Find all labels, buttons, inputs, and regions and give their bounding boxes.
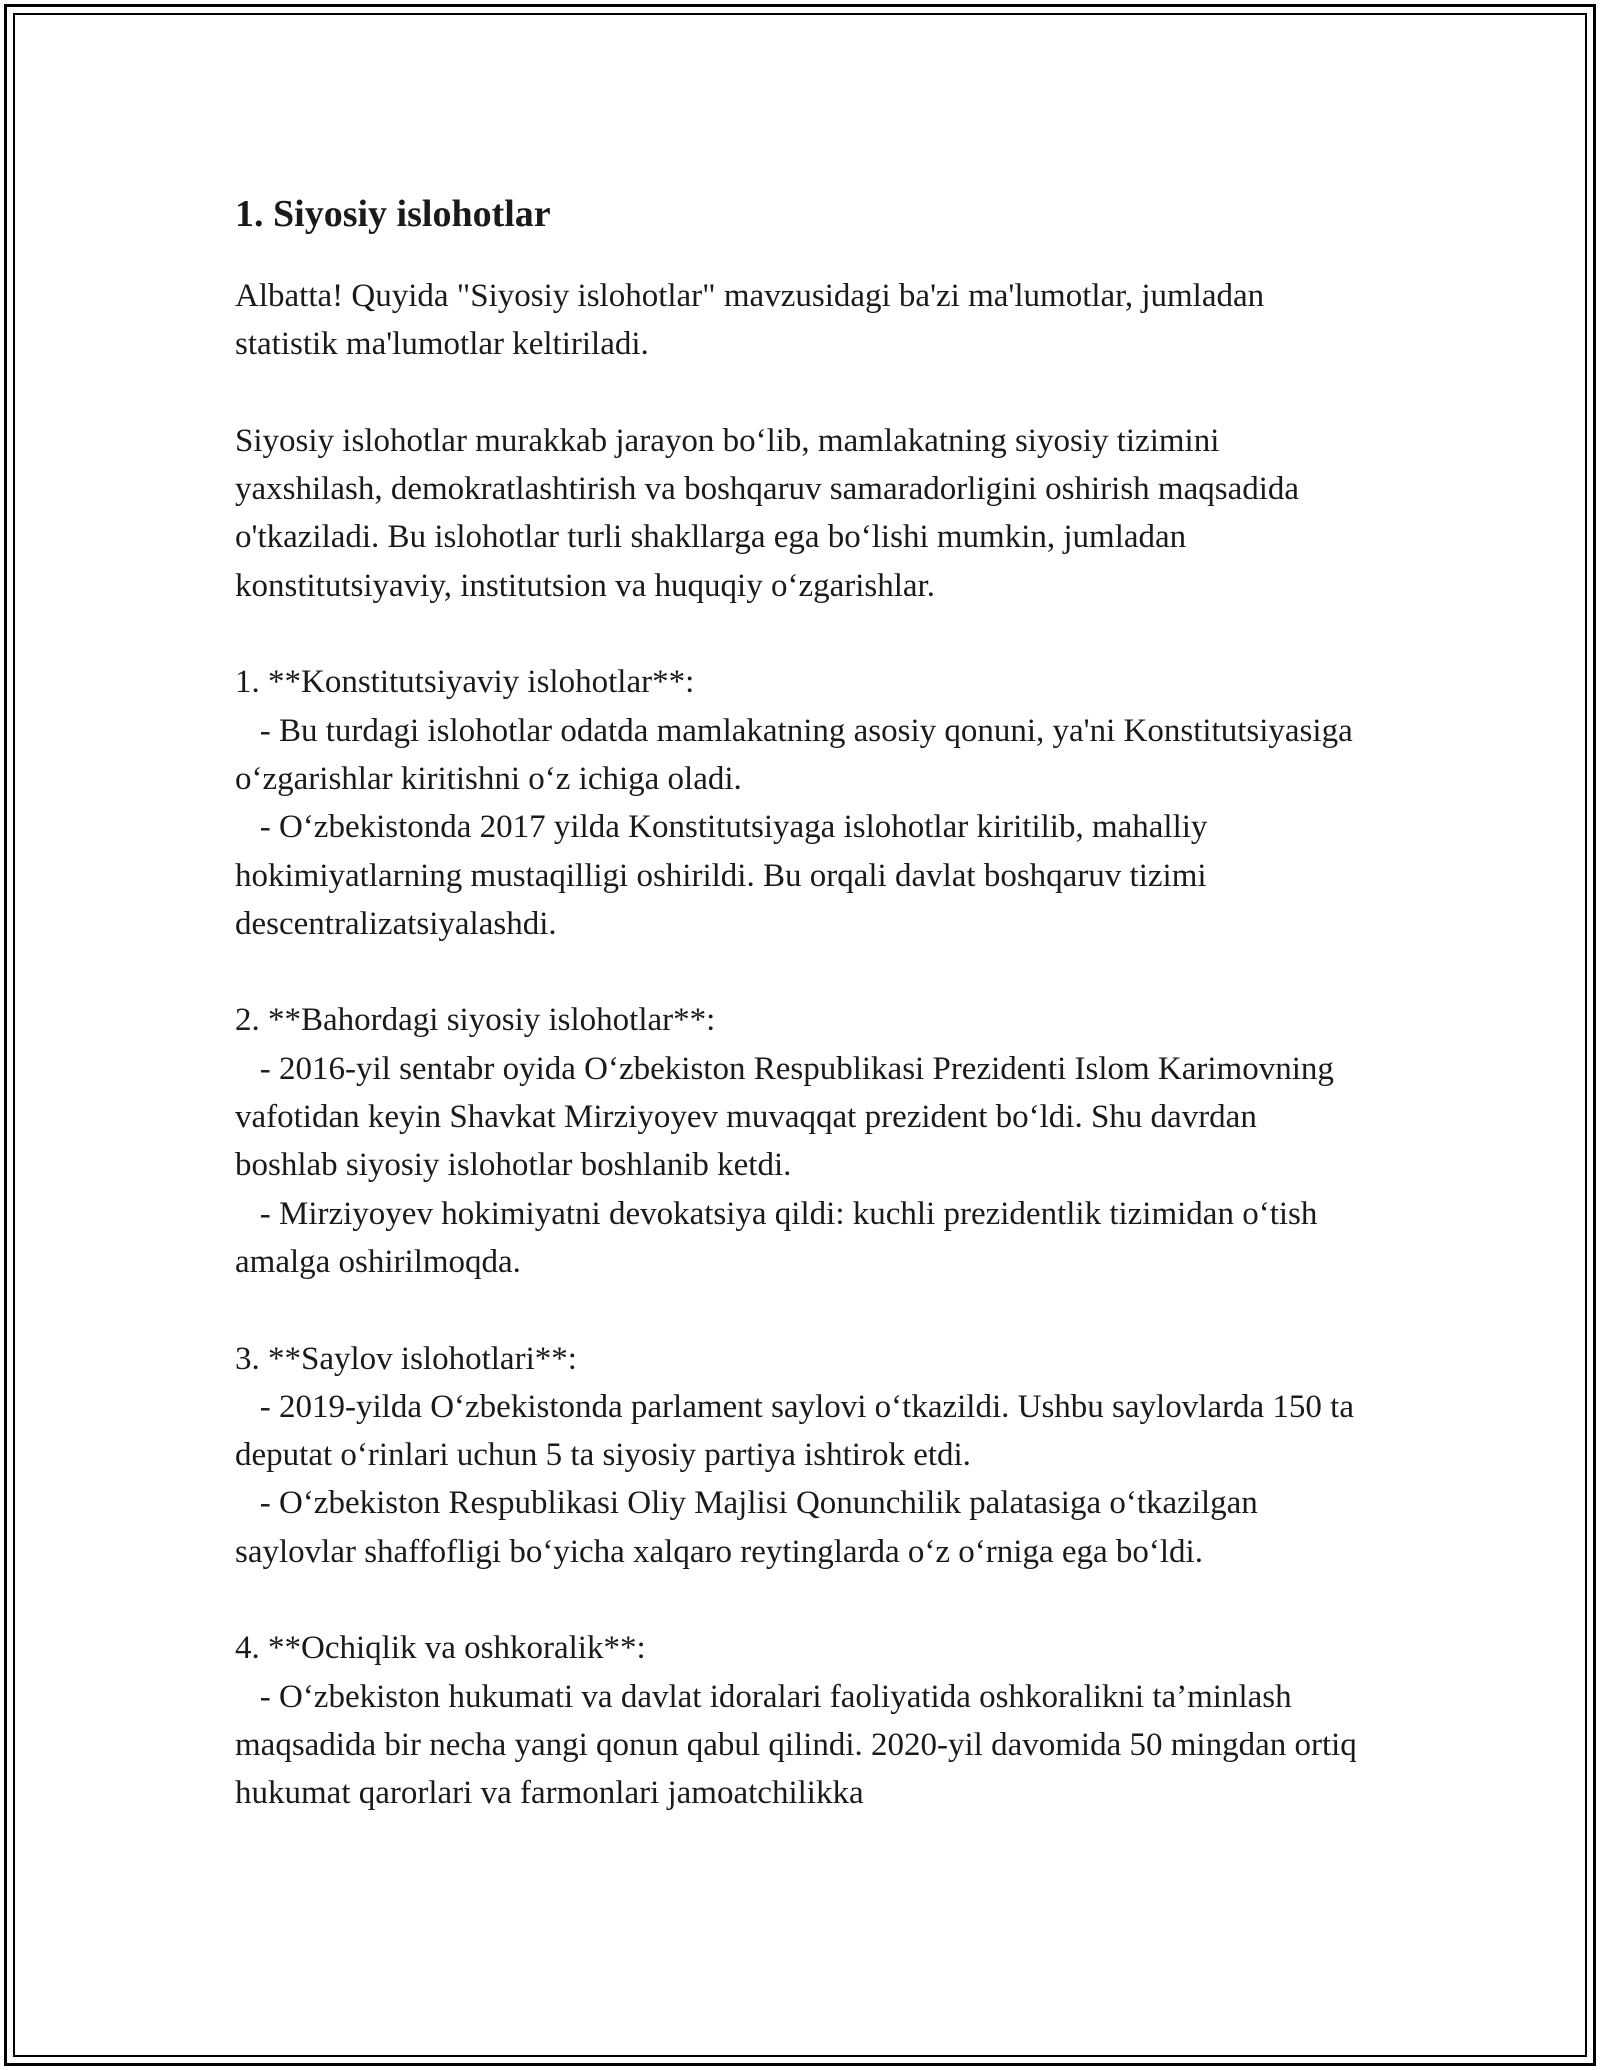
bullet-item: - Bu turdagi islohotlar odatda mamlakatning asosiy qonuni, ya'ni Konstitutsiyasiga o‘zgarishlar kiritishni o‘z ichiga oladi.: [235, 712, 1361, 797]
section-heading: 1. **Konstitutsiyaviy islohotlar**:: [235, 664, 695, 701]
section-heading: 2. **Bahordagi siyosiy islohotlar**:: [235, 1002, 716, 1039]
section-openness-transparency: [235, 1624, 1365, 1817]
overview-paragraph: Siyosiy islohotlar murakkab jarayon bo‘lib, mamlakatning siyosiy tizimini yaxshilash, demokratlashtirish va boshqaruv samaradorligini oshirish maqsadida o'tkaziladi. Bu islohotlar turli shakllarga ega bo‘lishi mumkin, jumladan konstitutsiyaviy, institutsion va huquqiy o‘zgarishlar.: [235, 422, 1308, 604]
document-body: [235, 186, 1365, 1866]
section-heading: 3. **Saylov islohotlari**:: [235, 1340, 577, 1377]
bullet-item: - O‘zbekiston Respublikasi Oliy Majlisi Qonunchilik palatasiga o‘tkazilgan saylovlar shaffofligi bo‘yicha xalqaro reytinglarda o‘z o‘rniga ega bo‘ldi.: [235, 1485, 1267, 1570]
section-spring-political-reforms: [235, 996, 1365, 1286]
bullet-item: - 2016-yil sentabr oyida O‘zbekiston Respublikasi Prezidenti Islom Karimovning vafotidan keyin Shavkat Mirziyoyev muvaqqat prezident bo‘ldi. Shu davrdan boshlab siyosiy islohotlar boshlanib ketdi.: [235, 1050, 1343, 1184]
section-heading: 4. **Ochiqlik va oshkoralik**:: [235, 1630, 646, 1667]
section-constitutional-reforms: [235, 658, 1365, 948]
bullet-item: - 2019-yilda O‘zbekistonda parlament saylovi o‘tkazildi. Ushbu saylovlarda 150 ta deputat o‘rinlari uchun 5 ta siyosiy partiya ishtirok etdi.: [235, 1388, 1363, 1474]
bullet-item: - Mirziyoyev hokimiyatni devokatsiya qildi: kuchli prezidentlik tizimidan o‘tish amalga oshirilmoqda.: [235, 1195, 1326, 1280]
bullet-item: - O‘zbekiston hukumati va davlat idoralari faoliyatida oshkoralikni ta’minlash maqsadida bir necha yangi qonun qabul qilindi. 2020-yil davomida 50 mingdan ortiq hukumat qarorlari va farmonlari jamoatchilikka: [235, 1678, 1366, 1812]
intro-paragraph: Albatta! Quyida "Siyosiy islohotlar" mavzusidagi ba'zi ma'lumotlar, jumladan statistik ma'lumotlar keltiriladi.: [235, 278, 1273, 363]
page-title: 1. Siyosiy islohotlar: [235, 193, 551, 235]
section-election-reforms: [235, 1335, 1365, 1576]
bullet-item: - O‘zbekistonda 2017 yilda Konstitutsiyaga islohotlar kiritilib, mahalliy hokimiyatlarning mustaqilligi oshirildi. Bu orqali davlat boshqaruv tizimi descentralizatsiyalashdi.: [235, 809, 1216, 942]
